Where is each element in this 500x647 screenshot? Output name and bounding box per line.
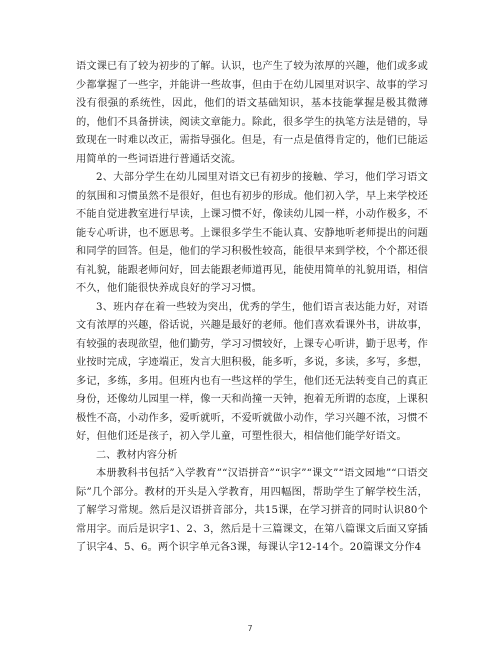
paragraph-4: 本册教科书包括”入学教育”“汉语拼音”“识字”“课文”“语文园地”“口语交际”几个部分。教材的开头是入学教育，用四幅图，帮助学生了解学校生活，了解学习常规。然后是汉语拼音部分，共15课，在学习拼音的同时认识80个常用字。而后是识字1、2、3，然后是十三篇课文，在第八篇课文后面又穿插了识字4、5、6。两个识字单元各3课，每课认字12-14个。20篇课文分作4 bbox=[76, 468, 428, 553]
document-body bbox=[76, 58, 428, 558]
paragraph-2: 2、大部分学生在幼儿园里对语文已有初步的接触、学习，他们学习语文的氛围和习惯虽然不是很好，但也有初步的形成。他们初入学，早上来学校还不能自觉进教室进行早读，上课习惯不好，像读幼儿园一样，小动作极多，不能专心听讲，也不愿思考。上课很多学生不能认真、安静地听老师提出的问题和同学的回答。但是，他们的学习积极性较高，能很早来到学校，个个都还很有礼貌，能跟老师问好，回去能跟老师道再见，能使用简单的礼貌用语，相信不久，他们能很快养成良好的学习习惯。 bbox=[76, 172, 428, 294]
page-number: 7 bbox=[247, 624, 253, 633]
section-heading: 二、教材内容分析 bbox=[96, 449, 178, 461]
paragraph-1: 语文课已有了较为初步的了解。认识，也产生了较为浓厚的兴趣，他们或多或少都掌握了一些字，并能讲一些故事，但由于在幼儿园里对识字、故事的学习没有很强的系统性，因此，他们的语文基础知识，基本技能掌握是极其微薄的，他们不具备拼读，阅读文章能力。除此，很多学生的执笔方法是错的，导致现在一时难以改正，需指导强化。但是，有一点是值得肯定的，他们已能运用简单的一些词语进行普通话交流。 bbox=[76, 61, 428, 165]
paragraph-3: 3、班内存在着一些较为突出，优秀的学生，他们语言表达能力好，对语文有浓厚的兴趣，俗话说，兴趣是最好的老师。他们喜欢看课外书，讲故事，有较强的表现欲望，他们勤劳，学习习惯较好，上课专心听讲，勤于思考，作业按时完成，字迹端正，发言大胆积极，能多听，多说，多读，多写，多想，多记，多练，多用。但班内也有一些这样的学生，他们还无法转变自己的真正身份，还像幼儿园里一样，像一天和尚撞一天钟，抱着无所谓的态度，上课积极性不高，小动作多，爱听就听，不爱听就做小动作，学习兴趣不浓，习惯不好，但他们还是孩子，初入学儿童，可塑性很大，相信他们能学好语文。 bbox=[76, 301, 428, 442]
